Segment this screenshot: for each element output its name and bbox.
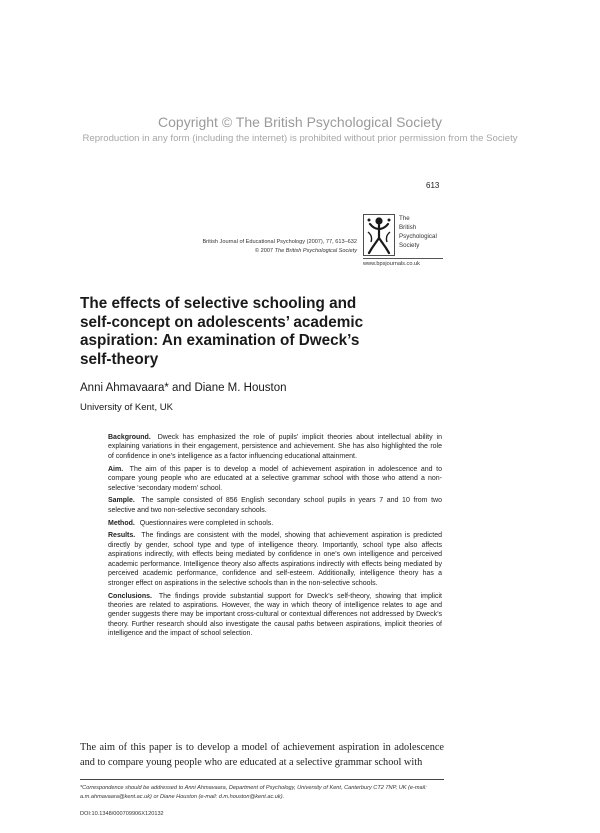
journal-citation <box>202 238 357 256</box>
correspondence-footnote: *Correspondence should be addressed to Anni Ahmavaara, Department of Psychology, University of Kent, Canterbury CT2 7NP, UK (e-mail: a.m.ahmavaara@kent.ac.uk) or Diane Houston (e-mail: d.m.houston@kent.ac.uk). <box>80 785 427 800</box>
society-website-link[interactable]: www.bpsjournals.co.uk <box>363 261 420 267</box>
journal-citation-line: British Journal of Educational Psychology (2007), 77, 613–632 <box>202 239 357 245</box>
abstract-section-conclusions: Conclusions. The findings provide substantial support for Dweck’s self-theory, showing that implicit theories are related to aspirations. However, the way in which theory of intelligence relates to age and gender suggests there may be important cross-cultural or contextual differences not addressed by Dweck’s theory. Further research should also investigate the causal paths between aspirations, implicit theories of intelligence and the impact of school selection. <box>108 592 442 638</box>
abstract <box>108 433 442 642</box>
abstract-section-results: Results. The findings are consistent with the model, showing that achievement aspiration is predicted directly by gender, school type and type of intelligence theory. Importantly, school type also affects aspirations indirectly, with effects being mediated by confidence in one’s own intelligence and perceived academic performance. Intelligence theory also affects aspirations indirectly with effects being mediated by perceived academic performance, confidence and self-esteem. Additionally, intelligence theory has a stronger effect on aspirations in the selective schools than in the non-selective schools. <box>108 532 442 587</box>
reproduction-notice: Reproduction in any form (including the internet) is prohibited without prior permission from the Society <box>82 133 518 144</box>
footnote-divider <box>80 779 444 780</box>
page-number: 613 <box>426 181 440 190</box>
article-title: The effects of selective schooling and self-concept on adolescents’ academic aspiration: An examination of Dweck’s self-theory <box>80 295 364 368</box>
doi: DOI:10.1348/000709906X120132 <box>80 811 164 817</box>
abstract-section-sample: Sample. The sample consisted of 856 English secondary school pupils in years 7 and 10 from two selective and two non-selective secondary schools. <box>108 497 442 514</box>
society-name: The British Psychological Society <box>399 215 437 249</box>
abstract-section-aim: Aim. The aim of this paper is to develop a model of achievement aspiration in adolescence and to compare young people who are educated at a selective grammar school with those who attend a non-selective ‘secondary modern’ school. <box>108 465 442 492</box>
journal-copyright-line: © 2007 The British Psychological Society <box>254 248 357 254</box>
logo-divider <box>363 258 443 259</box>
body-paragraph: The aim of this paper is to develop a model of achievement aspiration in adolescence and to compare young people who are educated at a selective grammar school with <box>80 742 444 768</box>
author-affiliation: University of Kent, UK <box>80 402 173 413</box>
copyright-watermark: Copyright © The British Psychological Society <box>158 114 442 130</box>
abstract-section-method: Method. Questionnaires were completed in schools. <box>108 519 274 527</box>
article-authors: Anni Ahmavaara* and Diane M. Houston <box>80 382 287 394</box>
bps-figure-logo-icon <box>363 214 395 256</box>
abstract-section-background: Background. Dweck has emphasized the role of pupils’ implicit theories about intellectual ability in explaining variations in their engagement, persistence and achievement. She has also highlighted the role of confidence in one’s intelligence as a factor influencing educational attainment. <box>108 434 442 460</box>
